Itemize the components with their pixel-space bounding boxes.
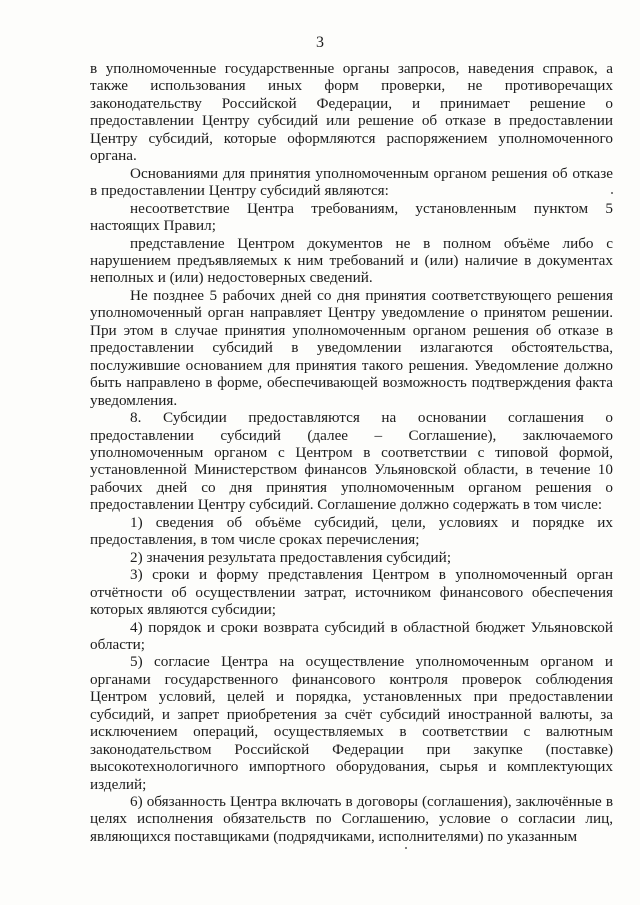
scan-speck — [611, 192, 613, 194]
list-item-3: 3) сроки и форму представления Центром в уполномоченный орган отчётности об осуществлении затрат, источником финансового обеспечения которых являются субсидии; — [90, 566, 613, 619]
list-item-4: 4) порядок и сроки возврата субсидий в областной бюджет Ульяновской области; — [90, 618, 613, 653]
paragraph-item-8: 8. Субсидии предоставляются на основании соглашения о предоставлении субсидий (далее – Соглашение), заключаемого уполномоченным органом с Центром в соответствии с типовой формой, установленной Министерством финансов Ульяновской области, в течение 10 рабочих дней со дня принятия уполномоченным органом решения о предоставлении Центру субсидий. Соглашение должно содержать в том числе: — [90, 409, 613, 514]
list-item-6: 6) обязанность Центра включать в договоры (соглашения), заключённые в целях исполнения обязательств по Соглашению, условие о согласии лиц, являющихся поставщиками (подрядчиками, исполнителями) по указанным — [90, 793, 613, 845]
list-item-2: 2) значения результата предоставления субсидий; — [130, 548, 452, 566]
document-body — [90, 60, 613, 845]
page-number: 3 — [316, 34, 324, 51]
paragraph-refusal-reason-2: представление Центром документов не в полном объёме либо с нарушением предъявляемых к ним требований и (или) наличие в документах неполных и (или) недостоверных сведений. — [90, 234, 613, 287]
paragraph-refusal-reason-1: несоответствие Центра требованиям, установленным пунктом 5 настоящих Правил; — [90, 199, 613, 235]
paragraph-notification: Не позднее 5 рабочих дней со дня принятия соответствующего решения уполномоченный орган направляет Центру уведомление о принятом решении. При этом в случае принятия уполномоченным органом решения об отказе в предоставлении субсидий в уведомлении излагаются обстоятельства, послужившие основанием для принятия такого решения. Уведомление должно быть направлено в форме, обеспечивающей возможность подтверждения факта уведомления. — [90, 286, 613, 409]
scan-speck — [405, 847, 407, 849]
paragraph-refusal-grounds: Основаниями для принятия уполномоченным органом решения об отказе в предоставлении Центру субсидий являются: — [90, 164, 613, 200]
list-item-1: 1) сведения об объёме субсидий, цели, условиях и порядке их предоставления, в том числе сроках перечисления; — [90, 513, 613, 549]
paragraph-continuation: в уполномоченные государственные органы запросов, наведения справок, а также использования иных форм проверки, не противоречащих законодательству Российской Федерации, и принимает решение о предоставлении Центру субсидий или решение об отказе в предоставлении Центру субсидий, которые оформляются распоряжением уполномоченного органа. — [90, 60, 613, 165]
list-item-5: 5) согласие Центра на осуществление уполномоченным органом и органами государственного финансового контроля проверок соблюдения Центром условий, целей и порядка, установленных при предоставлении субсидий, и запрет приобретения за счёт субсидий иностранной валюты, за исключением операций, осуществляемых в соответствии с валютным законодательством Российской Федерации при закупке (поставке) высокотехнологичного импортного оборудования, сырья и комплектующих изделий; — [90, 653, 613, 793]
